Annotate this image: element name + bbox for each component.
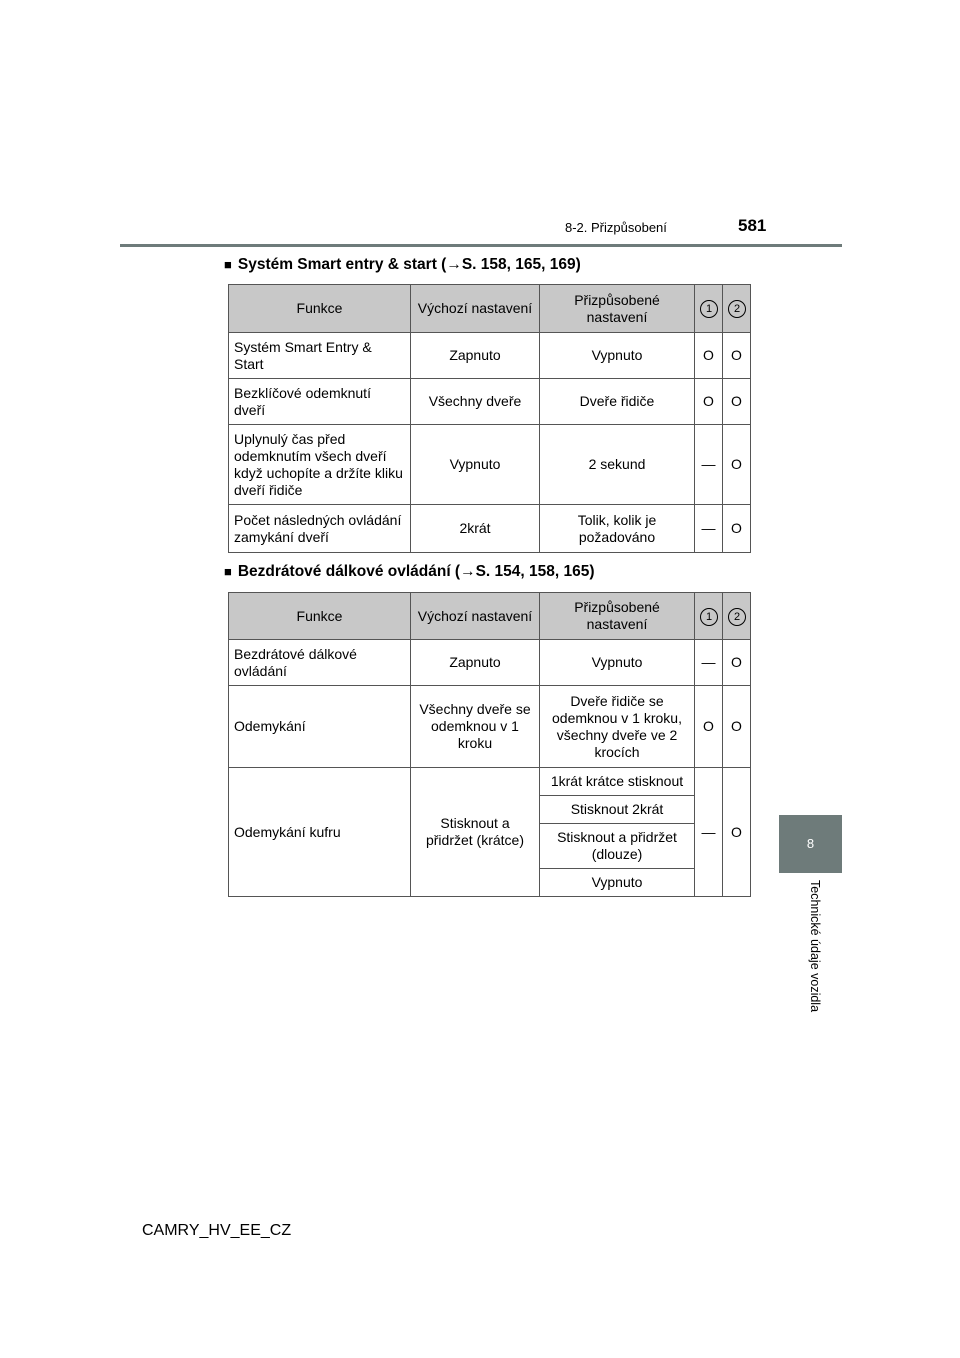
circled-number: 1: [700, 300, 718, 318]
cell-function: Počet následných ovládání zamykání dveří: [229, 505, 411, 553]
cell-default: Všechny dveře: [411, 379, 540, 425]
cell-custom: 2 sekund: [540, 425, 695, 505]
cell-mark-1: O: [695, 379, 723, 425]
cell-mark-2: O: [723, 425, 751, 505]
column-header-1: [695, 285, 723, 333]
table-row: [229, 379, 751, 425]
column-header-default: Výchozí nastavení: [411, 593, 540, 640]
cell-custom: Vypnuto: [540, 640, 695, 686]
cell-default: Všechny dveře se odemknou v 1 kroku: [411, 686, 540, 768]
cell-function: Bezklíčové odemknutí dveří: [229, 379, 411, 425]
cell-function: Odemykání: [229, 686, 411, 768]
section-title: Bezdrátové dálkové ovládání (→S. 154, 158, 165): [237, 563, 595, 580]
table-header-row: [229, 593, 751, 640]
cell-custom: Dveře řidiče se odemknou v 1 kroku, všechny dveře ve 2 krocích: [540, 686, 695, 768]
section-heading: [224, 563, 595, 581]
column-header-function: Funkce: [229, 593, 411, 640]
cell-custom: Dveře řidiče: [540, 379, 695, 425]
column-header-function: Funkce: [229, 285, 411, 333]
cell-custom: Vypnuto: [540, 333, 695, 379]
cell-default: Vypnuto: [411, 425, 540, 505]
cell-default: Zapnuto: [411, 333, 540, 379]
section-heading: [224, 256, 581, 274]
cell-mark-2: O: [723, 505, 751, 553]
square-bullet-icon: ■: [224, 564, 232, 579]
cell-custom-option: Stisknout a přidržet (dlouze): [540, 824, 695, 869]
cell-function: Systém Smart Entry & Start: [229, 333, 411, 379]
cell-mark-1: —: [695, 505, 723, 553]
cell-mark-1: —: [695, 768, 723, 897]
cell-mark-1: O: [695, 686, 723, 768]
cell-default: Zapnuto: [411, 640, 540, 686]
table-row: [229, 686, 751, 768]
column-header-1: [695, 593, 723, 640]
cell-mark-1: O: [695, 333, 723, 379]
column-header-2: [723, 285, 751, 333]
table-row: [229, 768, 751, 796]
cell-mark-2: O: [723, 686, 751, 768]
settings-table: [228, 284, 751, 553]
cell-mark-1: —: [695, 640, 723, 686]
cell-function: Uplynulý čas před odemknutím všech dveří když uchopíte a držíte kliku dveří řidiče: [229, 425, 411, 505]
column-header-default: Výchozí nastavení: [411, 285, 540, 333]
model-code: CAMRY_HV_EE_CZ: [142, 1222, 292, 1239]
column-header-custom: Přizpůsobené nastavení: [540, 593, 695, 640]
table-row: [229, 425, 751, 505]
circled-number: 2: [728, 608, 746, 626]
cell-custom-option: Vypnuto: [540, 869, 695, 897]
circled-number: 2: [728, 300, 746, 318]
header-section-title: 8-2. Přizpůsobení: [565, 220, 667, 235]
cell-function: Odemykání kufru: [229, 768, 411, 897]
cell-custom-option: 1krát krátce stisknout: [540, 768, 695, 796]
column-header-custom: Přizpůsobené nastavení: [540, 285, 695, 333]
cell-default: 2krát: [411, 505, 540, 553]
cell-function: Bezdrátové dálkové ovládání: [229, 640, 411, 686]
cell-mark-2: O: [723, 768, 751, 897]
cell-mark-2: O: [723, 379, 751, 425]
cell-mark-2: O: [723, 333, 751, 379]
square-bullet-icon: ■: [224, 257, 232, 272]
section-title: Systém Smart entry & start (→S. 158, 165, 169): [237, 256, 581, 273]
cell-custom-option: Stisknout 2krát: [540, 796, 695, 824]
table-header-row: [229, 285, 751, 333]
cell-mark-2: O: [723, 640, 751, 686]
column-header-2: [723, 593, 751, 640]
chapter-number: 8: [806, 836, 815, 851]
circled-number: 1: [700, 608, 718, 626]
cell-mark-1: —: [695, 425, 723, 505]
chapter-tab: [779, 815, 842, 873]
header-divider: [120, 244, 842, 247]
cell-custom: Tolik, kolik je požadováno: [540, 505, 695, 553]
cell-default: Stisknout a přidržet (krátce): [411, 768, 540, 897]
table-row: [229, 640, 751, 686]
table-row: [229, 333, 751, 379]
table-row: [229, 505, 751, 553]
page-number: 581: [738, 216, 767, 235]
settings-table: [228, 592, 751, 897]
chapter-title: Technické údaje vozidla: [808, 880, 822, 1013]
